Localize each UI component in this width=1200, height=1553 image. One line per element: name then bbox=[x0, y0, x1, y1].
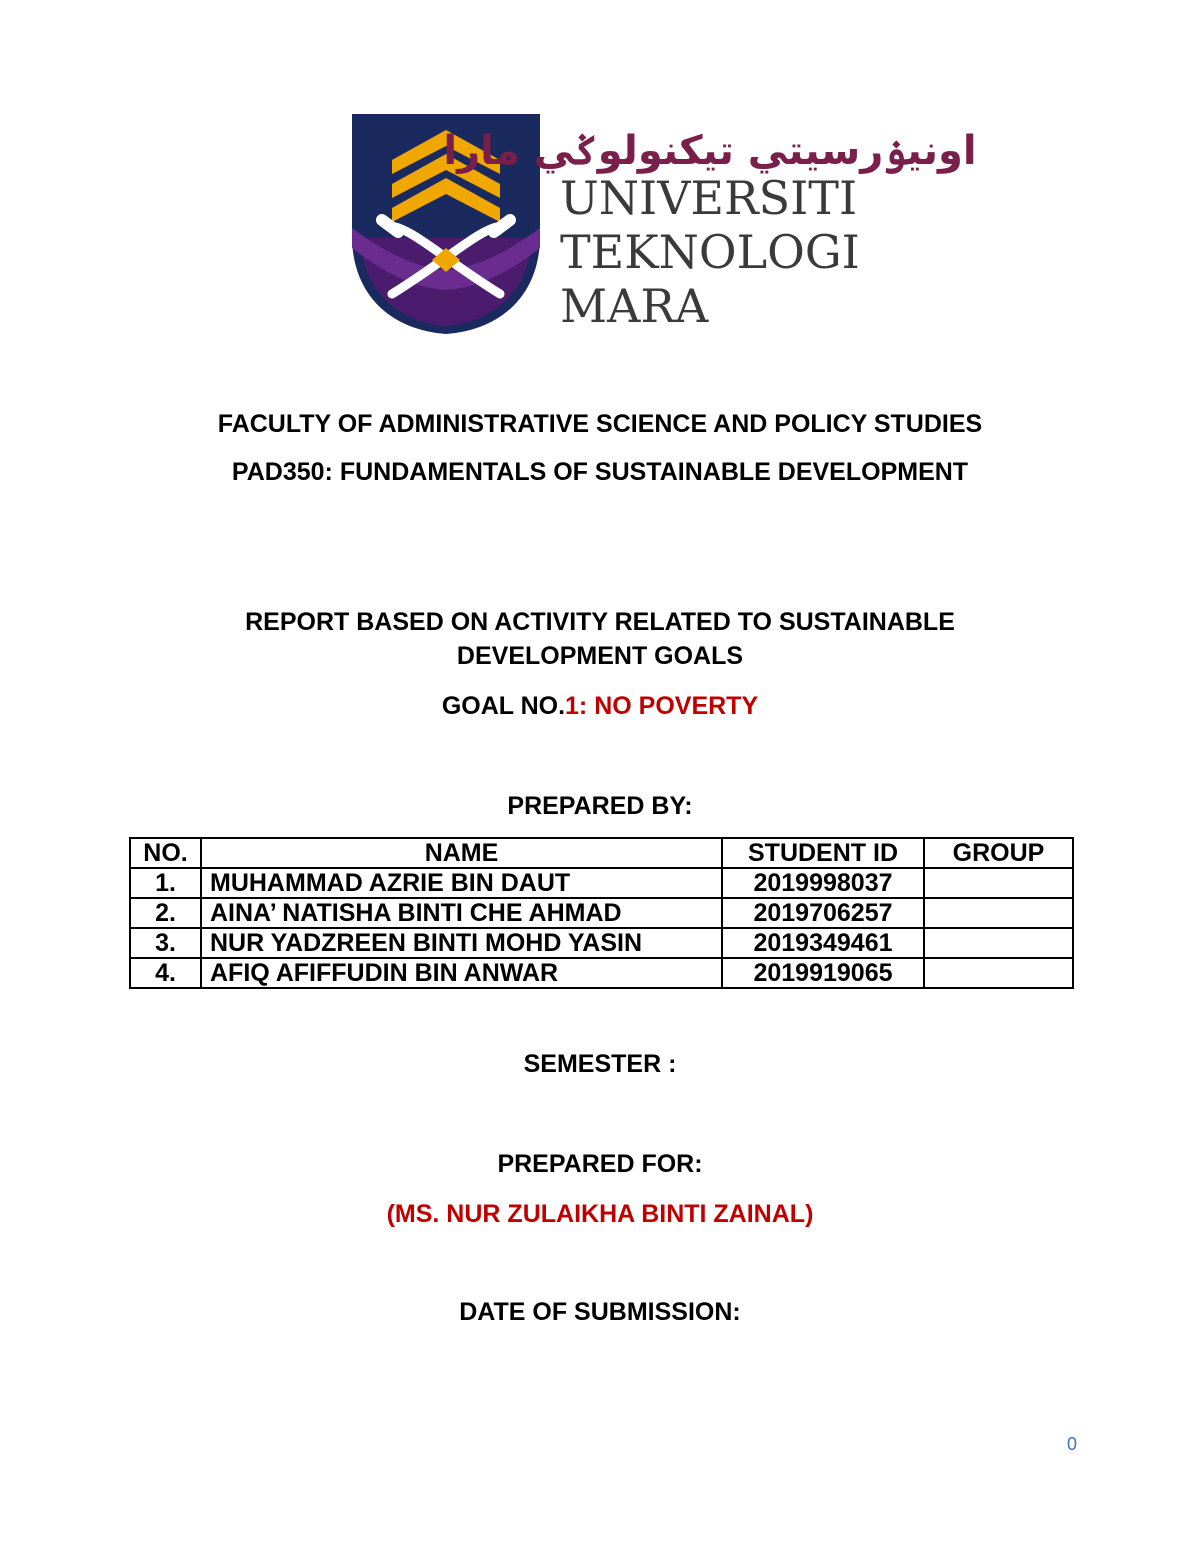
lecturer-name: (MS. NUR ZULAIKHA BINTI ZAINAL) bbox=[386, 1200, 814, 1228]
course-heading: PAD350: FUNDAMENTALS OF SUSTAINABLE DEVELOPMENT bbox=[231, 458, 969, 486]
goal-prefix: GOAL NO. bbox=[441, 692, 566, 720]
row-student-id: 2019998037 bbox=[722, 868, 924, 898]
column-header-group: GROUP bbox=[924, 838, 1073, 868]
prepared-by-label: PREPARED BY: bbox=[507, 792, 693, 820]
student-table bbox=[129, 837, 1074, 989]
row-no: 3. bbox=[130, 928, 201, 958]
row-name: AFIQ AFIFFUDIN BIN ANWAR bbox=[201, 958, 722, 988]
row-student-id: 2019919065 bbox=[722, 958, 924, 988]
row-name: NUR YADZREEN BINTI MOHD YASIN bbox=[201, 928, 722, 958]
goal-value: 1: NO POVERTY bbox=[565, 692, 759, 720]
jawi-logotype: اونيۏرسيتي تيكنولوݢي مارا bbox=[443, 128, 977, 174]
row-no: 4. bbox=[130, 958, 201, 988]
report-title-line-1: REPORT BASED ON ACTIVITY RELATED TO SUSTAINABLE bbox=[245, 608, 955, 636]
row-group bbox=[924, 868, 1073, 898]
table-row bbox=[130, 898, 1073, 928]
table-row bbox=[130, 958, 1073, 988]
row-student-id: 2019349461 bbox=[722, 928, 924, 958]
uitm-emblem-icon bbox=[352, 108, 977, 340]
faculty-heading: FACULTY OF ADMINISTRATIVE SCIENCE AND POLICY STUDIES bbox=[217, 410, 983, 438]
row-no: 1. bbox=[130, 868, 201, 898]
row-group bbox=[924, 898, 1073, 928]
semester-label: SEMESTER : bbox=[523, 1050, 677, 1078]
column-header-name: NAME bbox=[201, 838, 722, 868]
column-header-no: NO. bbox=[130, 838, 201, 868]
row-group bbox=[924, 928, 1073, 958]
table-row bbox=[130, 868, 1073, 898]
goal-heading bbox=[0, 690, 1200, 722]
row-group bbox=[924, 958, 1073, 988]
row-student-id: 2019706257 bbox=[722, 898, 924, 928]
logo-name-line-3: MARA bbox=[560, 279, 709, 333]
table-header-row bbox=[130, 838, 1073, 868]
logo-name-line-2: TEKNOLOGI bbox=[560, 225, 860, 279]
row-no: 2. bbox=[130, 898, 201, 928]
row-name: AINA’ NATISHA BINTI CHE AHMAD bbox=[201, 898, 722, 928]
table-row bbox=[130, 928, 1073, 958]
column-header-student-id: STUDENT ID bbox=[722, 838, 924, 868]
logo-name-line-1: UNIVERSITI bbox=[560, 171, 858, 225]
report-title-line-2: DEVELOPMENT GOALS bbox=[456, 642, 744, 670]
submission-date-label: DATE OF SUBMISSION: bbox=[459, 1298, 741, 1326]
university-logo bbox=[352, 108, 977, 340]
prepared-for-label: PREPARED FOR: bbox=[497, 1150, 703, 1178]
page-number: 0 bbox=[1066, 1434, 1077, 1454]
row-name: MUHAMMAD AZRIE BIN DAUT bbox=[201, 868, 722, 898]
